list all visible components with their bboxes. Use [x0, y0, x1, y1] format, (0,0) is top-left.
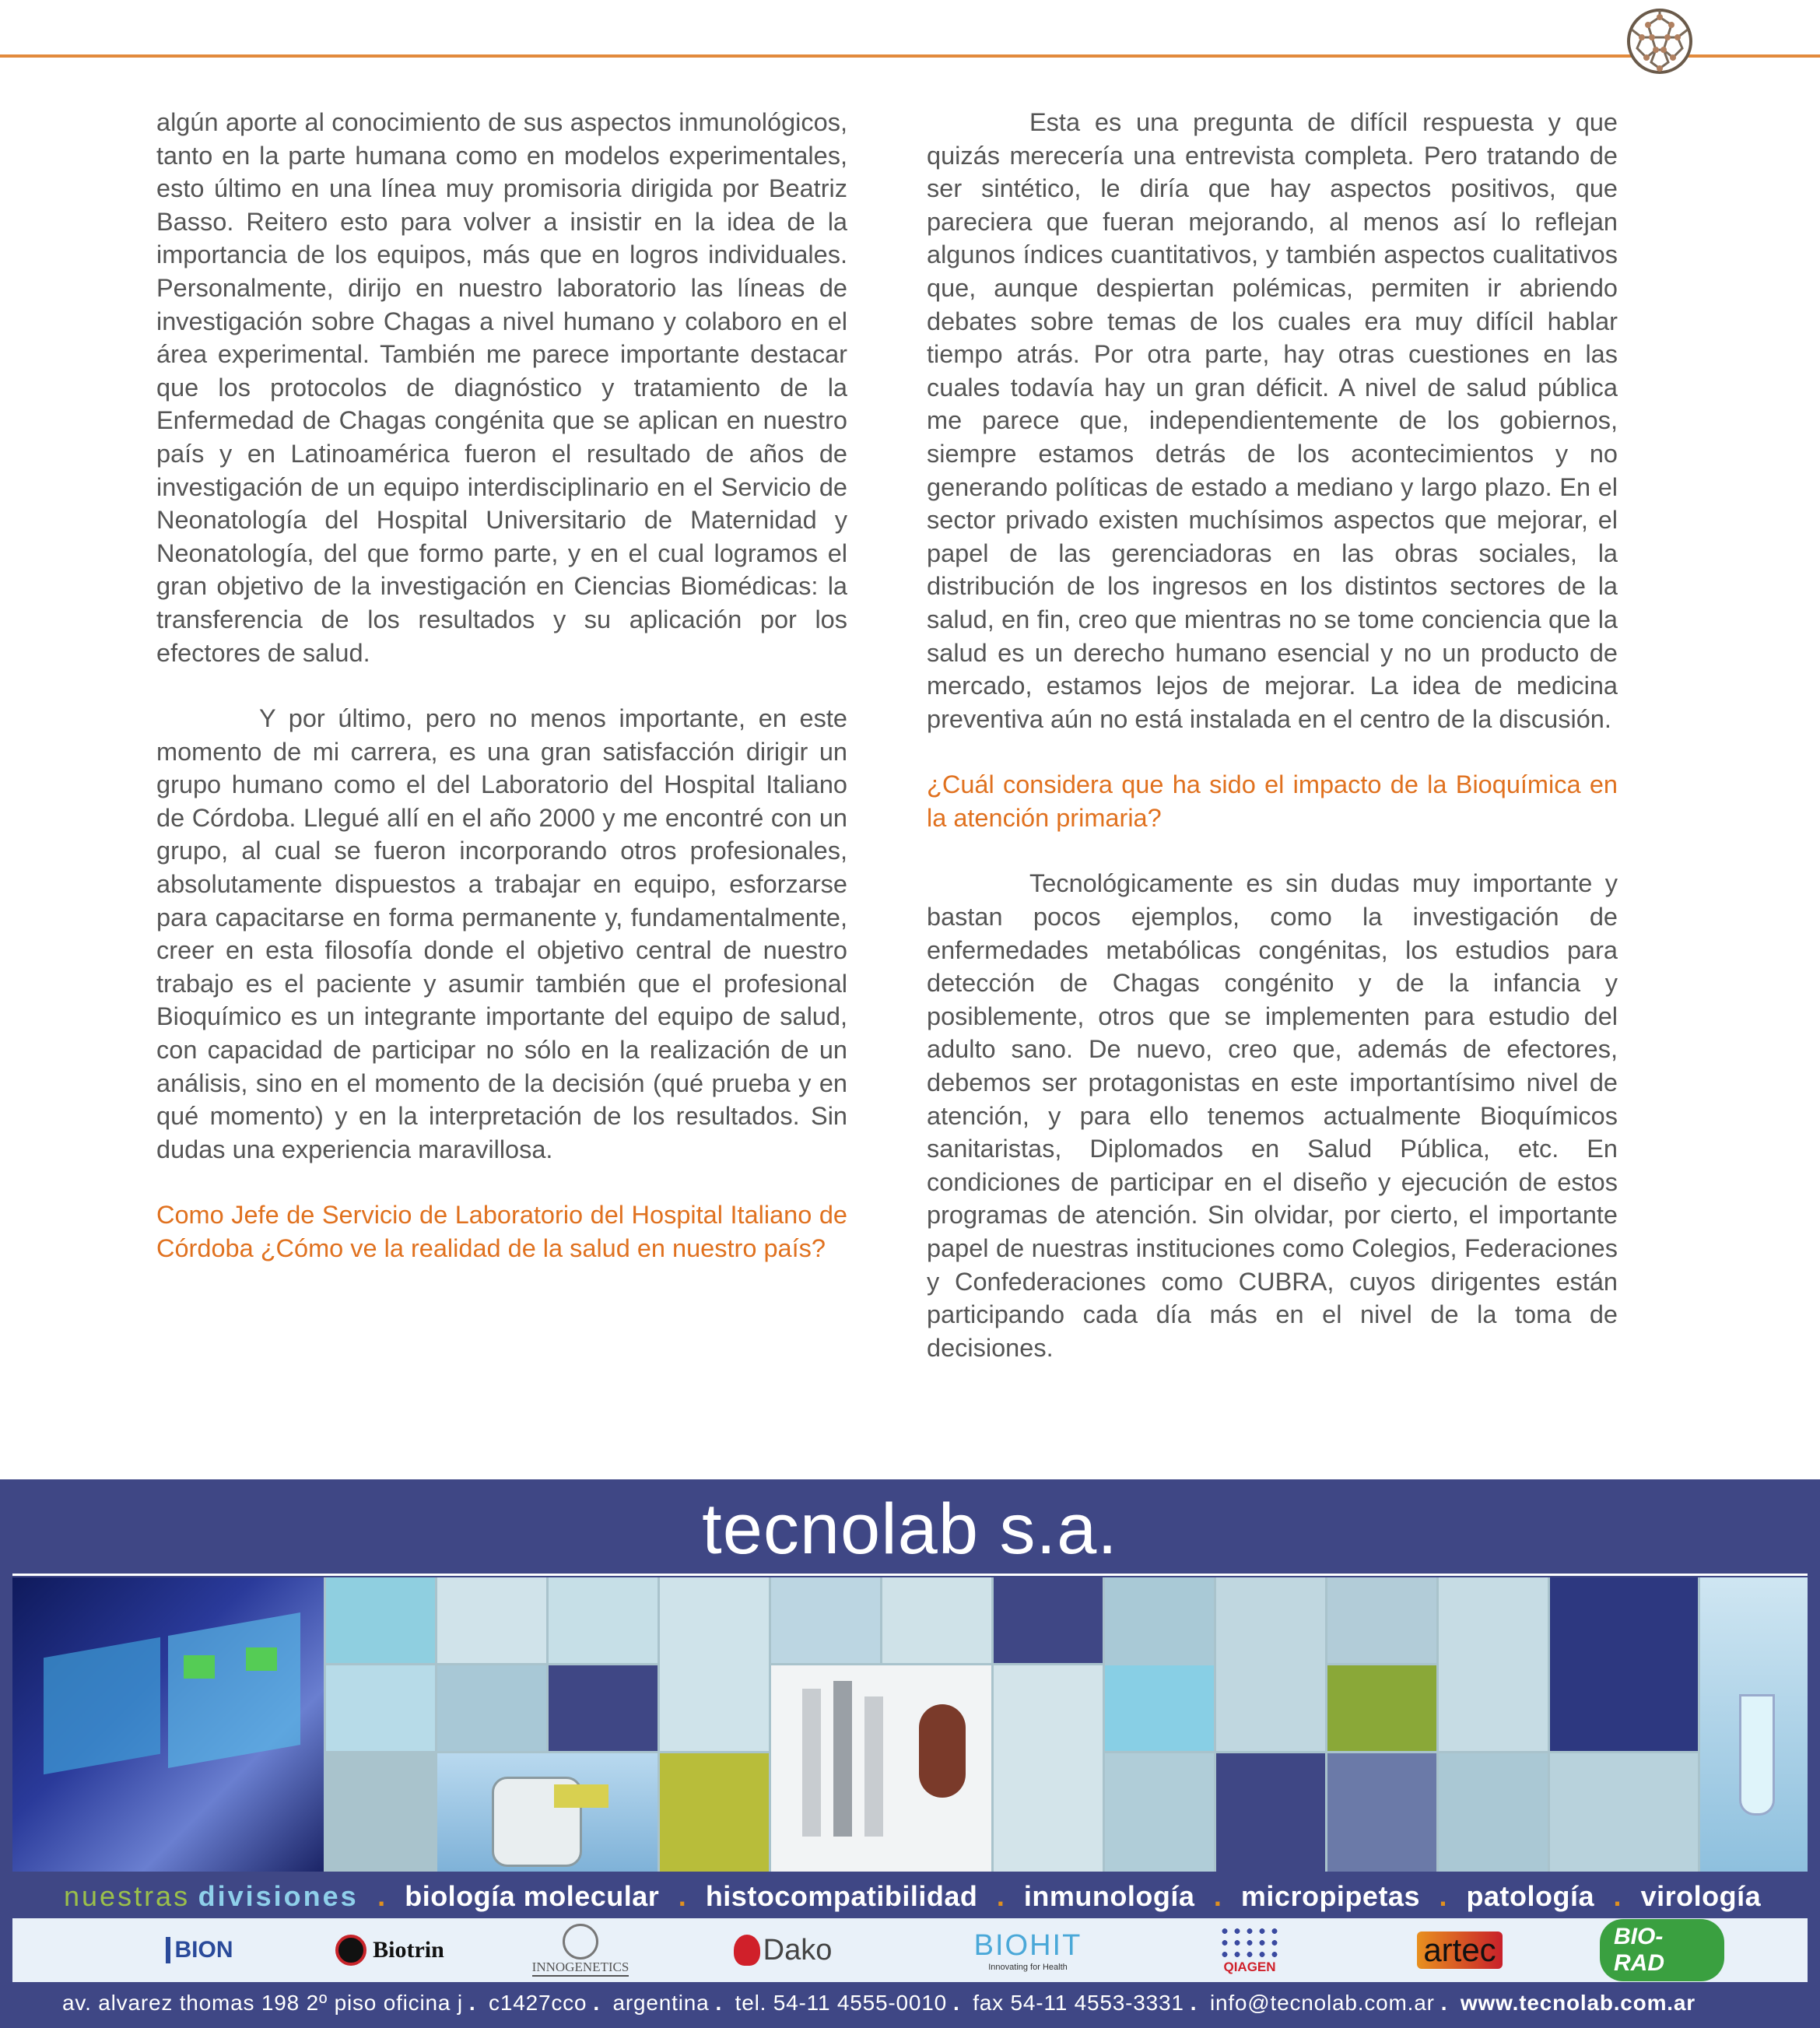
- ad-brand-rule: [12, 1574, 1808, 1576]
- ad-divisions-line: [64, 1877, 1761, 1916]
- mosaic-tile: [1105, 1665, 1214, 1751]
- divisions-separator: .: [1213, 1880, 1222, 1912]
- contact-email[interactable]: info@tecnolab.com.ar: [1209, 1991, 1435, 2015]
- divisions-label-2: divisiones: [198, 1880, 359, 1912]
- mosaic-tile: [326, 1665, 435, 1751]
- article-right-column: [927, 106, 1618, 1364]
- mosaic-tile: [1327, 1665, 1436, 1751]
- left-paragraph-2: Y por último, pero no menos importante, en este momento de mi carrera, es una gran satisfacción dirigir un grupo humano como el del Laboratorio del Hospital Italiano de Córdoba. Llegué allí en el año 2000 y me encontré con un grupo, al cual se fueron incorporando otros profesionales, absolutamente dispuestos a trabajar en equipo, esforzarse para capacitarse en forma permanente y, fundamentalmente, creer en esta filosofía donde el objetivo central de nuestro trabajo es el paciente y asumir también que el profesional Bioquímico es un integrante importante del equipo de salud, con capacidad de participar no sólo en la realización de un análisis, sino en el momento de la decisión (qué prueba y en qué momento) y en la interpretación de los resultados. Sin dudas una experiencia maravillosa.: [156, 704, 847, 1163]
- interview-question-2: ¿Cuál considera que ha sido el impacto de la Bioquímica en la atención primaria?: [927, 770, 1618, 832]
- right-paragraph-2: Tecnológicamente es sin dudas muy importante y bastan pocos ejemplos, como la investigación de enfermedades metabólicas congénitas, los estudios para detección de Chagas congénito y de la infancia y posiblemente, otros que se implementen para estudio del adulto sano. De nuevo, creo que, además de efectores, debemos ser protagonistas en este importantísimo nivel de atención, y para ello tenemos actualmente Bioquímicos sanitaristas, Diplomados en Salud Pública, etc. En condiciones de participar en el diseño y ejecución de estos programas de atención. Sin olvidar, por cierto, el importante papel de nuestras instituciones como Colegios, Federaciones y Confederaciones como CUBRA, cuyos dirigentes están participando cada día más en el nivel de la toma de decisiones.: [927, 869, 1618, 1362]
- mosaic-tile: [1550, 1753, 1698, 1872]
- dako-logo: Dako: [713, 1918, 853, 1982]
- lab-device-photo: [437, 1753, 658, 1872]
- contact-tel: tel. 54-11 4555-0010: [735, 1991, 948, 2015]
- contact-postal: c1427cco: [489, 1991, 587, 2015]
- partner-logos-strip: [12, 1918, 1808, 1982]
- mosaic-tile: [437, 1665, 546, 1751]
- mosaic-tile: [1439, 1753, 1548, 1872]
- contact-address: av. alvarez thomas 198 2º piso oficina j: [62, 1991, 463, 2015]
- biotrin-logo: Biotrin: [316, 1918, 464, 1982]
- divisions-separator: .: [1613, 1880, 1622, 1912]
- mosaic-tile: [660, 1577, 769, 1751]
- mosaic-tile: [326, 1577, 435, 1663]
- divisions-separator: .: [1439, 1880, 1448, 1912]
- mosaic-tile: [549, 1577, 658, 1663]
- article-left-column: [156, 106, 847, 1265]
- mosaic-tile: [1327, 1577, 1436, 1663]
- division-item: inmunología: [1023, 1880, 1195, 1912]
- pipettes-photo: [771, 1665, 991, 1872]
- divisions-separator: .: [377, 1880, 386, 1912]
- qiagen-logo: QIAGEN: [1203, 1918, 1296, 1982]
- bio-rad-logo: BIO-RAD: [1600, 1918, 1724, 1982]
- bion-logo: BION: [145, 1918, 254, 1982]
- mosaic-tile: [771, 1577, 880, 1663]
- contact-website[interactable]: www.tecnolab.com.ar: [1460, 1991, 1696, 2015]
- divisions-separator: .: [996, 1880, 1005, 1912]
- division-item: patología: [1466, 1880, 1595, 1912]
- innogenetics-logo: INNOGENETICS: [510, 1918, 651, 1982]
- mosaic-tile: [1550, 1577, 1698, 1751]
- artec-logo: artec: [1397, 1918, 1522, 1982]
- division-item: micropipetas: [1240, 1880, 1420, 1912]
- test-tube-photo: [1700, 1577, 1808, 1872]
- mosaic-tile: [660, 1753, 769, 1872]
- header-rule: [0, 54, 1820, 58]
- divisions-label-1: nuestras: [64, 1880, 191, 1912]
- biohit-logo: BIOHIT Innovating for Health: [973, 1928, 1082, 1972]
- mosaic-tile: [1327, 1753, 1436, 1872]
- mosaic-tile: [994, 1665, 1103, 1872]
- divisions-separator: .: [678, 1880, 687, 1912]
- mosaic-tile: [882, 1577, 991, 1663]
- interview-question-1: Como Jefe de Servicio de Laboratorio del Hospital Italiano de Córdoba ¿Cómo ve la realidad de la salud en nuestro país?: [156, 1201, 847, 1262]
- mosaic-tile: [1216, 1577, 1325, 1751]
- division-item: histocompatibilidad: [705, 1880, 978, 1912]
- right-paragraph-1: Esta es una pregunta de difícil respuesta y que quizás merecería una entrevista completa. Pero tratando de ser sintético, le diría que hay aspectos positivos, que pareciera que fueran mejorando, al menos así lo reflejan algunos índices cuantitativos, y también aspectos cualitativos que, aunque despiertan polémicas, permiten ir abriendo debates sobre temas de los cuales era muy difícil hablar tiempo atrás. Por otra parte, hay otras cuestiones en las cuales todavía hay un gran déficit. A nivel de salud pública me parece que, independientemente de los gobiernos, siempre estamos detrás de los acontecimientos y no generando políticas de estado a mediano y largo plazo. En el sector privado existen muchísimos aspectos que mejorar, el papel de las gerenciadoras en las obras sociales, la distribución de los ingresos en los distintos sectores de la salud, en fin, creo que mientras no se tome conciencia que la salud es un derecho humano esencial y no un producto de mercado, estamos lejos de mejorar. La idea de medicina preventiva aún no está instalada en el centro de la discusión.: [927, 108, 1618, 733]
- mosaic-tile: [549, 1665, 658, 1751]
- division-item: biología molecular: [405, 1880, 660, 1912]
- division-item: virología: [1640, 1880, 1762, 1912]
- mosaic-tile: [1105, 1753, 1214, 1872]
- mosaic-tile: [994, 1577, 1103, 1663]
- contact-country: argentina: [612, 1991, 710, 2015]
- mosaic-tile: [437, 1577, 546, 1663]
- left-paragraph-1: algún aporte al conocimiento de sus aspectos inmunológicos, tanto en la parte humana como en modelos experimentales, esto último en una línea muy promisoria dirigida por Beatriz Basso. Reitero esto para volver a insistir en la idea de la importancia de los equipos, más que en logros individuales. Personalmente, dirijo en nuestro laboratorio las líneas de investigación sobre Chagas a nivel humano y colaboro en el área experimental. También me parece importante destacar que los protocolos de diagnóstico y tratamiento de la Enfermedad de Chagas congénita que se aplican en nuestro país y en Latinoamérica fueron el resultado de años de investigación de un equipo interdisciplinario en el Servicio de Neonatología del Hospital Universitario de Maternidad y Neonatología, del que formo parte, y en el cual logramos el gran objetivo de la investigación en Ciencias Biomédicas: la transferencia de los resultados y su aplicación por los efectores de salud.: [156, 108, 847, 667]
- ad-contact-line: av. alvarez thomas 198 2º piso oficina j . c1427cco . argentina . tel. 54-11 4555-0010 . fax 54-11 4553-3331 . info@tecnolab.com.ar . www.tecnolab.com.ar: [62, 1991, 1696, 2015]
- molecule-icon: [1625, 6, 1695, 76]
- ad-brand-name: tecnolab s.a.: [702, 1489, 1118, 1569]
- ad-photo-mosaic: [12, 1577, 1808, 1872]
- mosaic-tile: [1439, 1577, 1548, 1751]
- mosaic-tile: [1216, 1753, 1325, 1872]
- contact-fax: fax 54-11 4553-3331: [973, 1991, 1184, 2015]
- lab-monitor-photo: [12, 1577, 324, 1872]
